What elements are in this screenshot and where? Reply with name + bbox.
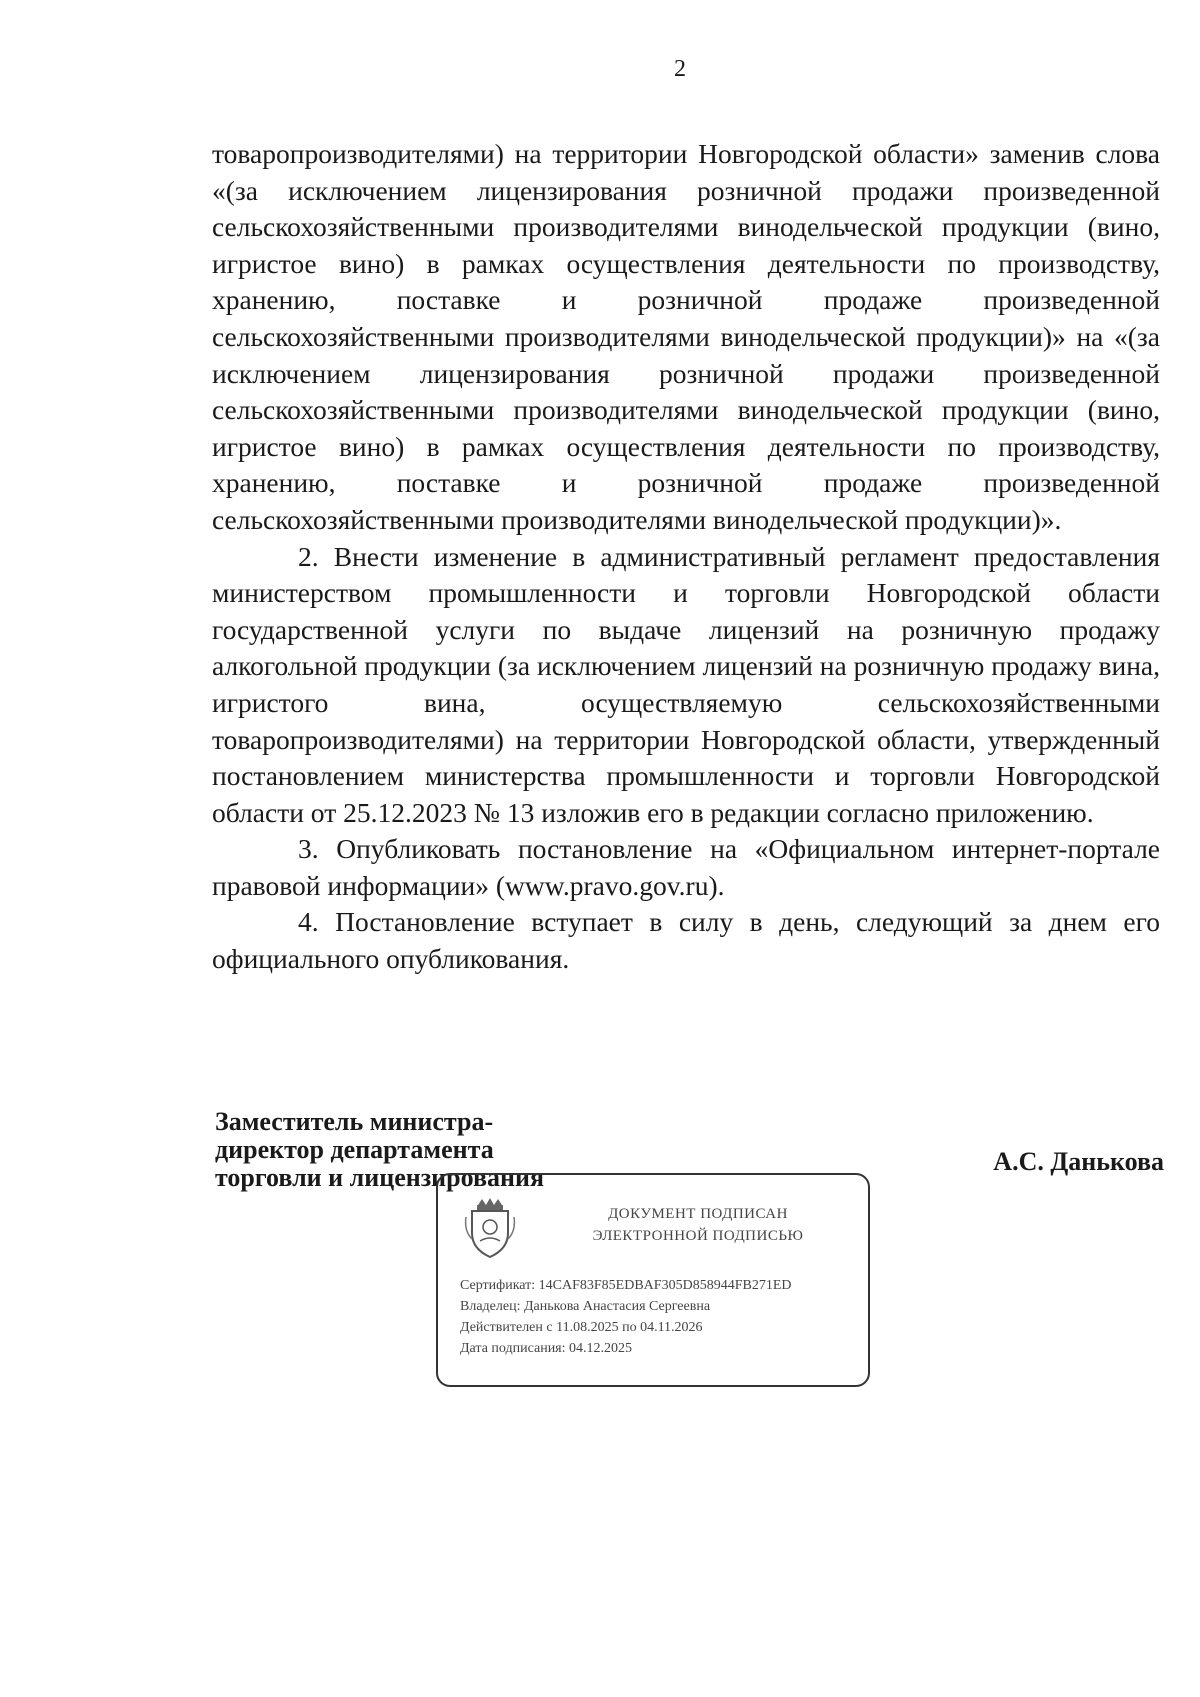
stamp-header — [548, 1203, 848, 1247]
paragraph-item-3: 3. Опубликовать постановление на «Официальном интернет-портале правовой информации» (www.pravo.gov.ru). — [212, 833, 1160, 901]
stamp-details — [460, 1275, 860, 1359]
paragraph-item-4: 4. Постановление вступает в силу в день, следующий за днем его официального опубликования. — [212, 906, 1160, 975]
coat-of-arms-icon — [462, 1197, 518, 1259]
document-body — [212, 136, 1160, 978]
page-number: 2 — [674, 56, 686, 82]
signatory-name: А.С. Данькова — [993, 1147, 1164, 1176]
stamp-signed-date: Дата подписания: 04.12.2025 — [460, 1341, 633, 1356]
paragraph-continuation: товаропроизводителями) на территории Новгородской области» заменив слова «(за исключением лицензирования розничной продажи произведенной сельскохозяйственными производителями винодельческой продукции (вино, игристое вино) в рамках осуществления деятельности по производству, хранению, поставке и розничной продаже произведенной сельскохозяйственными производителями винодельческой продукции)» на «(за исключением лицензирования розничной продажи произведенной сельскохозяйственными производителями винодельческой продукции (вино, игристое вино) в рамках осуществления деятельности по производству, хранению, поставке и розничной продаже произведенной сельскохозяйственными производителями винодельческой продукции)». — [212, 138, 1160, 535]
signatory-title-line: директор департамента — [215, 1135, 494, 1164]
stamp-owner: Владелец: Данькова Анастасия Сергеевна — [460, 1299, 711, 1314]
signatory-title-line: Заместитель министра- — [215, 1107, 494, 1136]
stamp-validity: Действителен с 11.08.2025 по 04.11.2026 — [460, 1320, 703, 1335]
signatory-title-line: торговли и лицензирования — [215, 1163, 545, 1192]
electronic-signature-stamp — [436, 1173, 870, 1387]
paragraph-item-2: 2. Внести изменение в административный регламент предоставления министерством промышленности и торговли Новгородской области государственной услуги по выдаче лицензий на розничную продажу алкогольной продукции (за исключением лицензий на розничную продажу вина, игристого вина, осуществляемую сельскохозяйственными товаропроизводителями) на территории Новгородской области, утвержденный постановлением министерства промышленности и торговли Новгородской области от 25.12.2023 № 13 изложив его в редакции согласно приложению. — [212, 540, 1160, 828]
stamp-certificate: Сертификат: 14CAF83F85EDBAF305D858944FB271ED — [460, 1278, 792, 1293]
stamp-header-line: ДОКУМЕНТ ПОДПИСАН — [608, 1206, 788, 1222]
stamp-header-line: ЭЛЕКТРОННОЙ ПОДПИСЬЮ — [592, 1228, 804, 1244]
